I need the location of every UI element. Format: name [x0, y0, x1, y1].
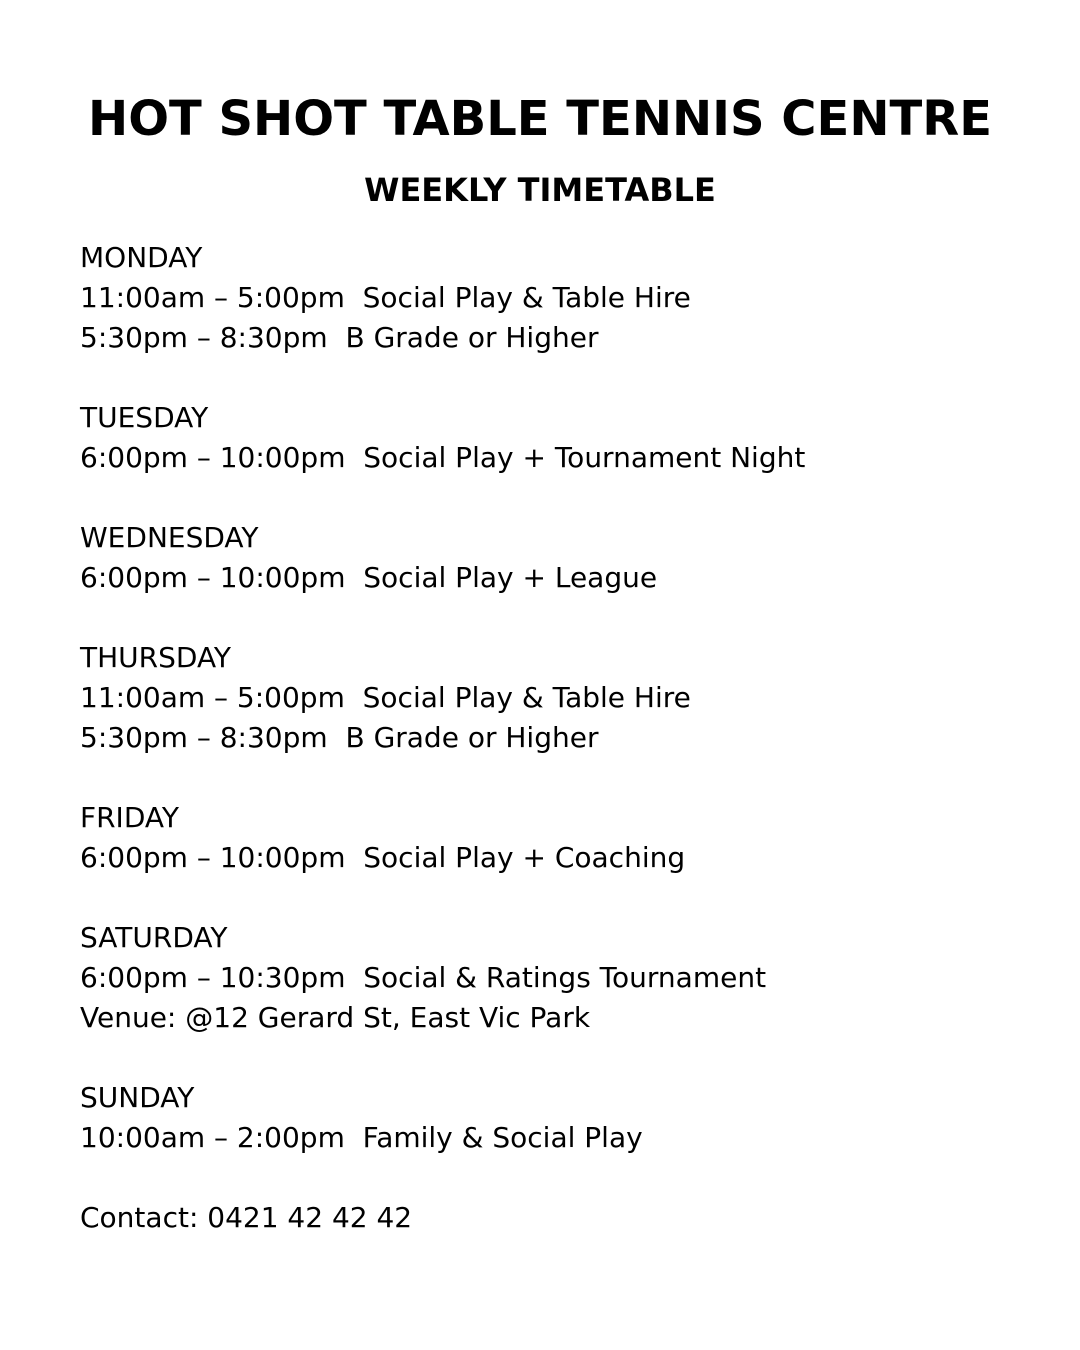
page-subtitle: WEEKLY TIMETABLE — [364, 171, 716, 209]
day-heading: SATURDAY — [80, 921, 228, 954]
day-block-friday — [80, 798, 1040, 878]
day-heading: THURSDAY — [80, 641, 232, 674]
day-heading: MONDAY — [80, 241, 203, 274]
day-heading: TUESDAY — [80, 401, 209, 434]
session-line: 5:30pm – 8:30pm B Grade or Higher — [80, 721, 599, 754]
day-heading: FRIDAY — [80, 801, 179, 834]
venue-line: Venue: @12 Gerard St, East Vic Park — [80, 1001, 591, 1034]
session-line: 11:00am – 5:00pm Social Play & Table Hire — [80, 681, 691, 714]
session-line: 6:00pm – 10:00pm Social Play + Coaching — [80, 841, 686, 874]
day-heading: WEDNESDAY — [80, 521, 259, 554]
session-line: 5:30pm – 8:30pm B Grade or Higher — [80, 321, 599, 354]
contact-line: Contact: 0421 42 42 42 — [80, 1201, 413, 1234]
day-block-tuesday — [80, 398, 1040, 478]
session-line: 10:00am – 2:00pm Family & Social Play — [80, 1121, 643, 1154]
page-title: HOT SHOT TABLE TENNIS CENTRE — [88, 91, 992, 147]
day-block-sunday — [80, 1078, 1040, 1158]
day-block-saturday — [80, 918, 1040, 1038]
timetable — [80, 238, 1040, 1238]
day-block-thursday — [80, 638, 1040, 758]
session-line: 6:00pm – 10:00pm Social Play + Tournament Night — [80, 441, 806, 474]
day-block-wednesday — [80, 518, 1040, 598]
session-line: 6:00pm – 10:30pm Social & Ratings Tournament — [80, 961, 767, 994]
day-block-monday — [80, 238, 1040, 358]
session-line: 11:00am – 5:00pm Social Play & Table Hire — [80, 281, 691, 314]
session-line: 6:00pm – 10:00pm Social Play + League — [80, 561, 658, 594]
day-heading: SUNDAY — [80, 1081, 195, 1114]
